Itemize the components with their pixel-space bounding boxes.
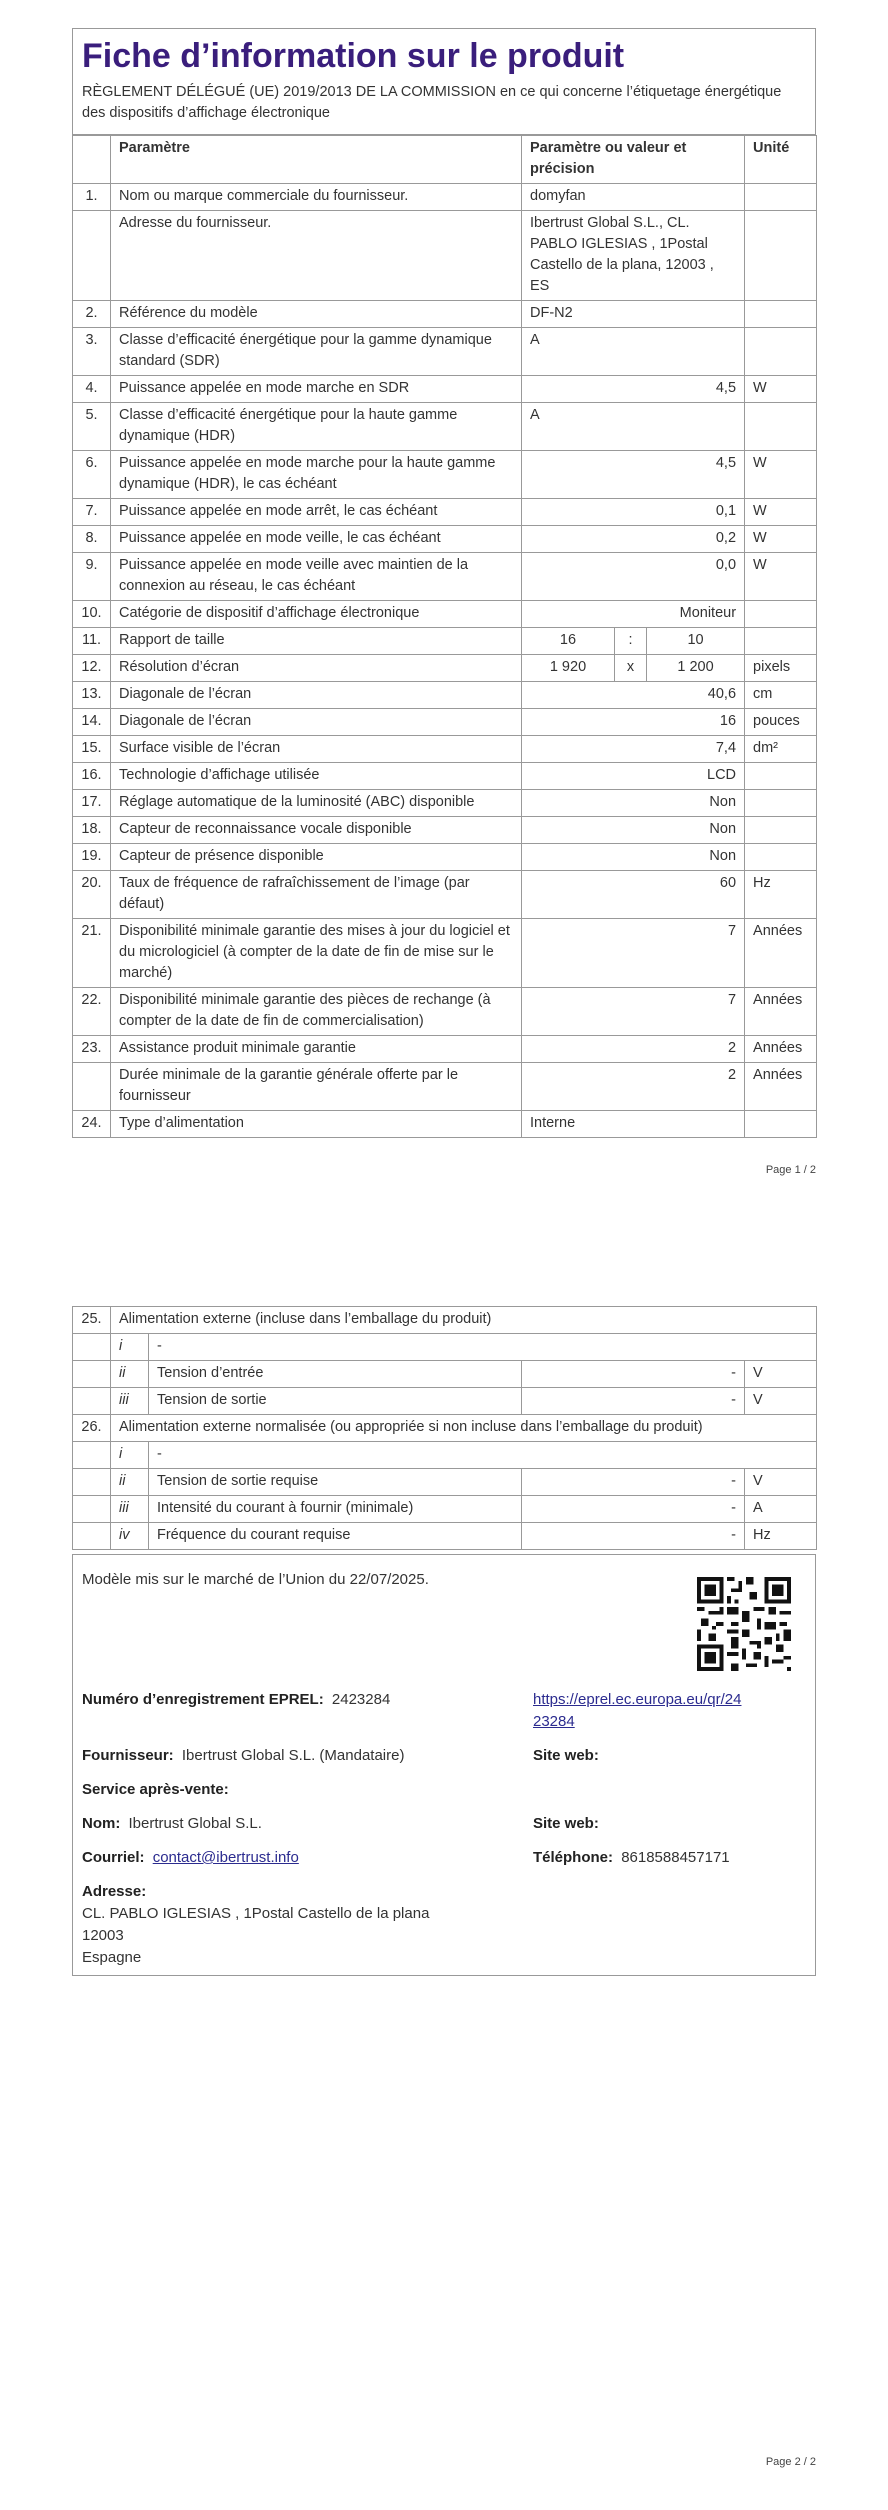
- eprel-number: 2423284: [331, 1691, 391, 1708]
- table-row: 11. Rapport de taille 16 : 10: [73, 628, 817, 655]
- document-subtitle: RÈGLEMENT DÉLÉGUÉ (UE) 2019/2013 DE LA COMMISSION en ce qui concerne l’étiquetage énergétique des dispositifs d’affichage électronique: [82, 84, 782, 121]
- table-row: iv Fréquence du courant requise - Hz: [73, 1523, 817, 1550]
- page-1: [72, 28, 816, 1138]
- supplier-info-box: [72, 1554, 816, 1976]
- table-row: 6. Puissance appelée en mode marche pour la haute gamme dynamique (HDR), le cas échéant 4,5 W: [73, 451, 817, 499]
- table-row: 5. Classe d’efficacité énergétique pour la haute gamme dynamique (HDR) A: [73, 403, 817, 451]
- document-header: [72, 28, 816, 135]
- product-info-table: [72, 135, 817, 1138]
- table-row: 23. Assistance produit minimale garantie 2 Années: [73, 1036, 817, 1063]
- table-row: 1. Nom ou marque commerciale du fournisseur. domyfan: [73, 184, 817, 211]
- table-row: 22. Disponibilité minimale garantie des pièces de rechange (à compter de la date de fin de commercialisation) 7 Années: [73, 988, 817, 1036]
- supplier-label: Fournisseur:: [82, 1747, 174, 1764]
- table-row: 26. Alimentation externe normalisée (ou appropriée si non incluse dans l’emballage du produit): [73, 1415, 817, 1442]
- email-label: Courriel:: [82, 1849, 145, 1866]
- page-2: [72, 1306, 816, 1550]
- table-row: 2. Référence du modèle DF-N2: [73, 301, 817, 328]
- eprel-label: Numéro d’enregistrement EPREL:: [82, 1691, 324, 1708]
- name-value: Ibertrust Global S.L.: [128, 1815, 262, 1832]
- email-link[interactable]: contact@ibertrust.info: [152, 1849, 299, 1866]
- document-title: Fiche d’information sur le produit: [82, 37, 625, 75]
- table-row: i -: [73, 1334, 817, 1361]
- header-param: Paramètre: [111, 136, 522, 184]
- market-date-text: Modèle mis sur le marché de l’Union du 22/07/2025.: [82, 1571, 429, 1588]
- table-row: 7. Puissance appelée en mode arrêt, le cas échéant 0,1 W: [73, 499, 817, 526]
- table-row: ii Tension de sortie requise - V: [73, 1469, 817, 1496]
- table-header-row: [73, 136, 817, 184]
- phone-value: 8618588457171: [621, 1849, 730, 1866]
- table-row: 14. Diagonale de l’écran 16 pouces: [73, 709, 817, 736]
- table-row: ii Tension d’entrée - V: [73, 1361, 817, 1388]
- table-row: 15. Surface visible de l’écran 7,4 dm²: [73, 736, 817, 763]
- external-power-table: [72, 1306, 817, 1550]
- table-row: 19. Capteur de présence disponible Non: [73, 844, 817, 871]
- table-row: 18. Capteur de reconnaissance vocale disponible Non: [73, 817, 817, 844]
- table-row: 16. Technologie d’affichage utilisée LCD: [73, 763, 817, 790]
- table-row: Durée minimale de la garantie générale offerte par le fournisseur 2 Années: [73, 1063, 817, 1111]
- table-row: 10. Catégorie de dispositif d’affichage électronique Moniteur: [73, 601, 817, 628]
- page-number: Page 2 / 2: [765, 2456, 816, 2468]
- address-label: Adresse:: [82, 1883, 147, 1900]
- eprel-link[interactable]: https://eprel.ec.europa.eu/qr/24 23284: [533, 1691, 742, 1730]
- table-row: 9. Puissance appelée en mode veille avec maintien de la connexion au réseau, le cas échéant 0,0 W: [73, 553, 817, 601]
- table-row: i -: [73, 1442, 817, 1469]
- table-row: 12. Résolution d’écran 1 920 x 1 200 pixels: [73, 655, 817, 682]
- name-label: Nom:: [82, 1815, 121, 1832]
- header-value: Paramètre ou valeur et précision: [522, 136, 745, 184]
- table-row: 8. Puissance appelée en mode veille, le cas échéant 0,2 W: [73, 526, 817, 553]
- phone-label: Téléphone:: [533, 1849, 614, 1866]
- supplier-value: Ibertrust Global S.L. (Mandataire): [181, 1747, 405, 1764]
- table-row: 21. Disponibilité minimale garantie des mises à jour du logiciel et du micrologiciel (à compter de la date de fin de mise sur le marché) 7 Années: [73, 919, 817, 988]
- table-row: 4. Puissance appelée en mode marche en SDR 4,5 W: [73, 376, 817, 403]
- header-unit: Unité: [745, 136, 817, 184]
- website-label: Site web:: [533, 1747, 599, 1764]
- table-row: iii Intensité du courant à fournir (minimale) - A: [73, 1496, 817, 1523]
- website2-label: Site web:: [533, 1815, 599, 1832]
- table-row: 25. Alimentation externe (incluse dans l’emballage du produit): [73, 1307, 817, 1334]
- qr-code-icon[interactable]: [697, 1577, 791, 1671]
- address-value: CL. PABLO IGLESIAS , 1Postal Castello de la plana 12003 Espagne: [82, 1905, 430, 1966]
- table-row: 13. Diagonale de l’écran 40,6 cm: [73, 682, 817, 709]
- table-row: 17. Réglage automatique de la luminosité (ABC) disponible Non: [73, 790, 817, 817]
- table-row: 24. Type d’alimentation Interne: [73, 1111, 817, 1138]
- table-row: 3. Classe d’efficacité énergétique pour la gamme dynamique standard (SDR) A: [73, 328, 817, 376]
- service-label: Service après-vente:: [82, 1781, 229, 1798]
- page-number: Page 1 / 2: [765, 1164, 816, 1176]
- table-row: 20. Taux de fréquence de rafraîchissement de l’image (par défaut) 60 Hz: [73, 871, 817, 919]
- table-row: Adresse du fournisseur. Ibertrust Global S.L., CL. PABLO IGLESIAS , 1Postal Castello de la plana, 12003 , ES: [73, 211, 817, 301]
- table-row: iii Tension de sortie - V: [73, 1388, 817, 1415]
